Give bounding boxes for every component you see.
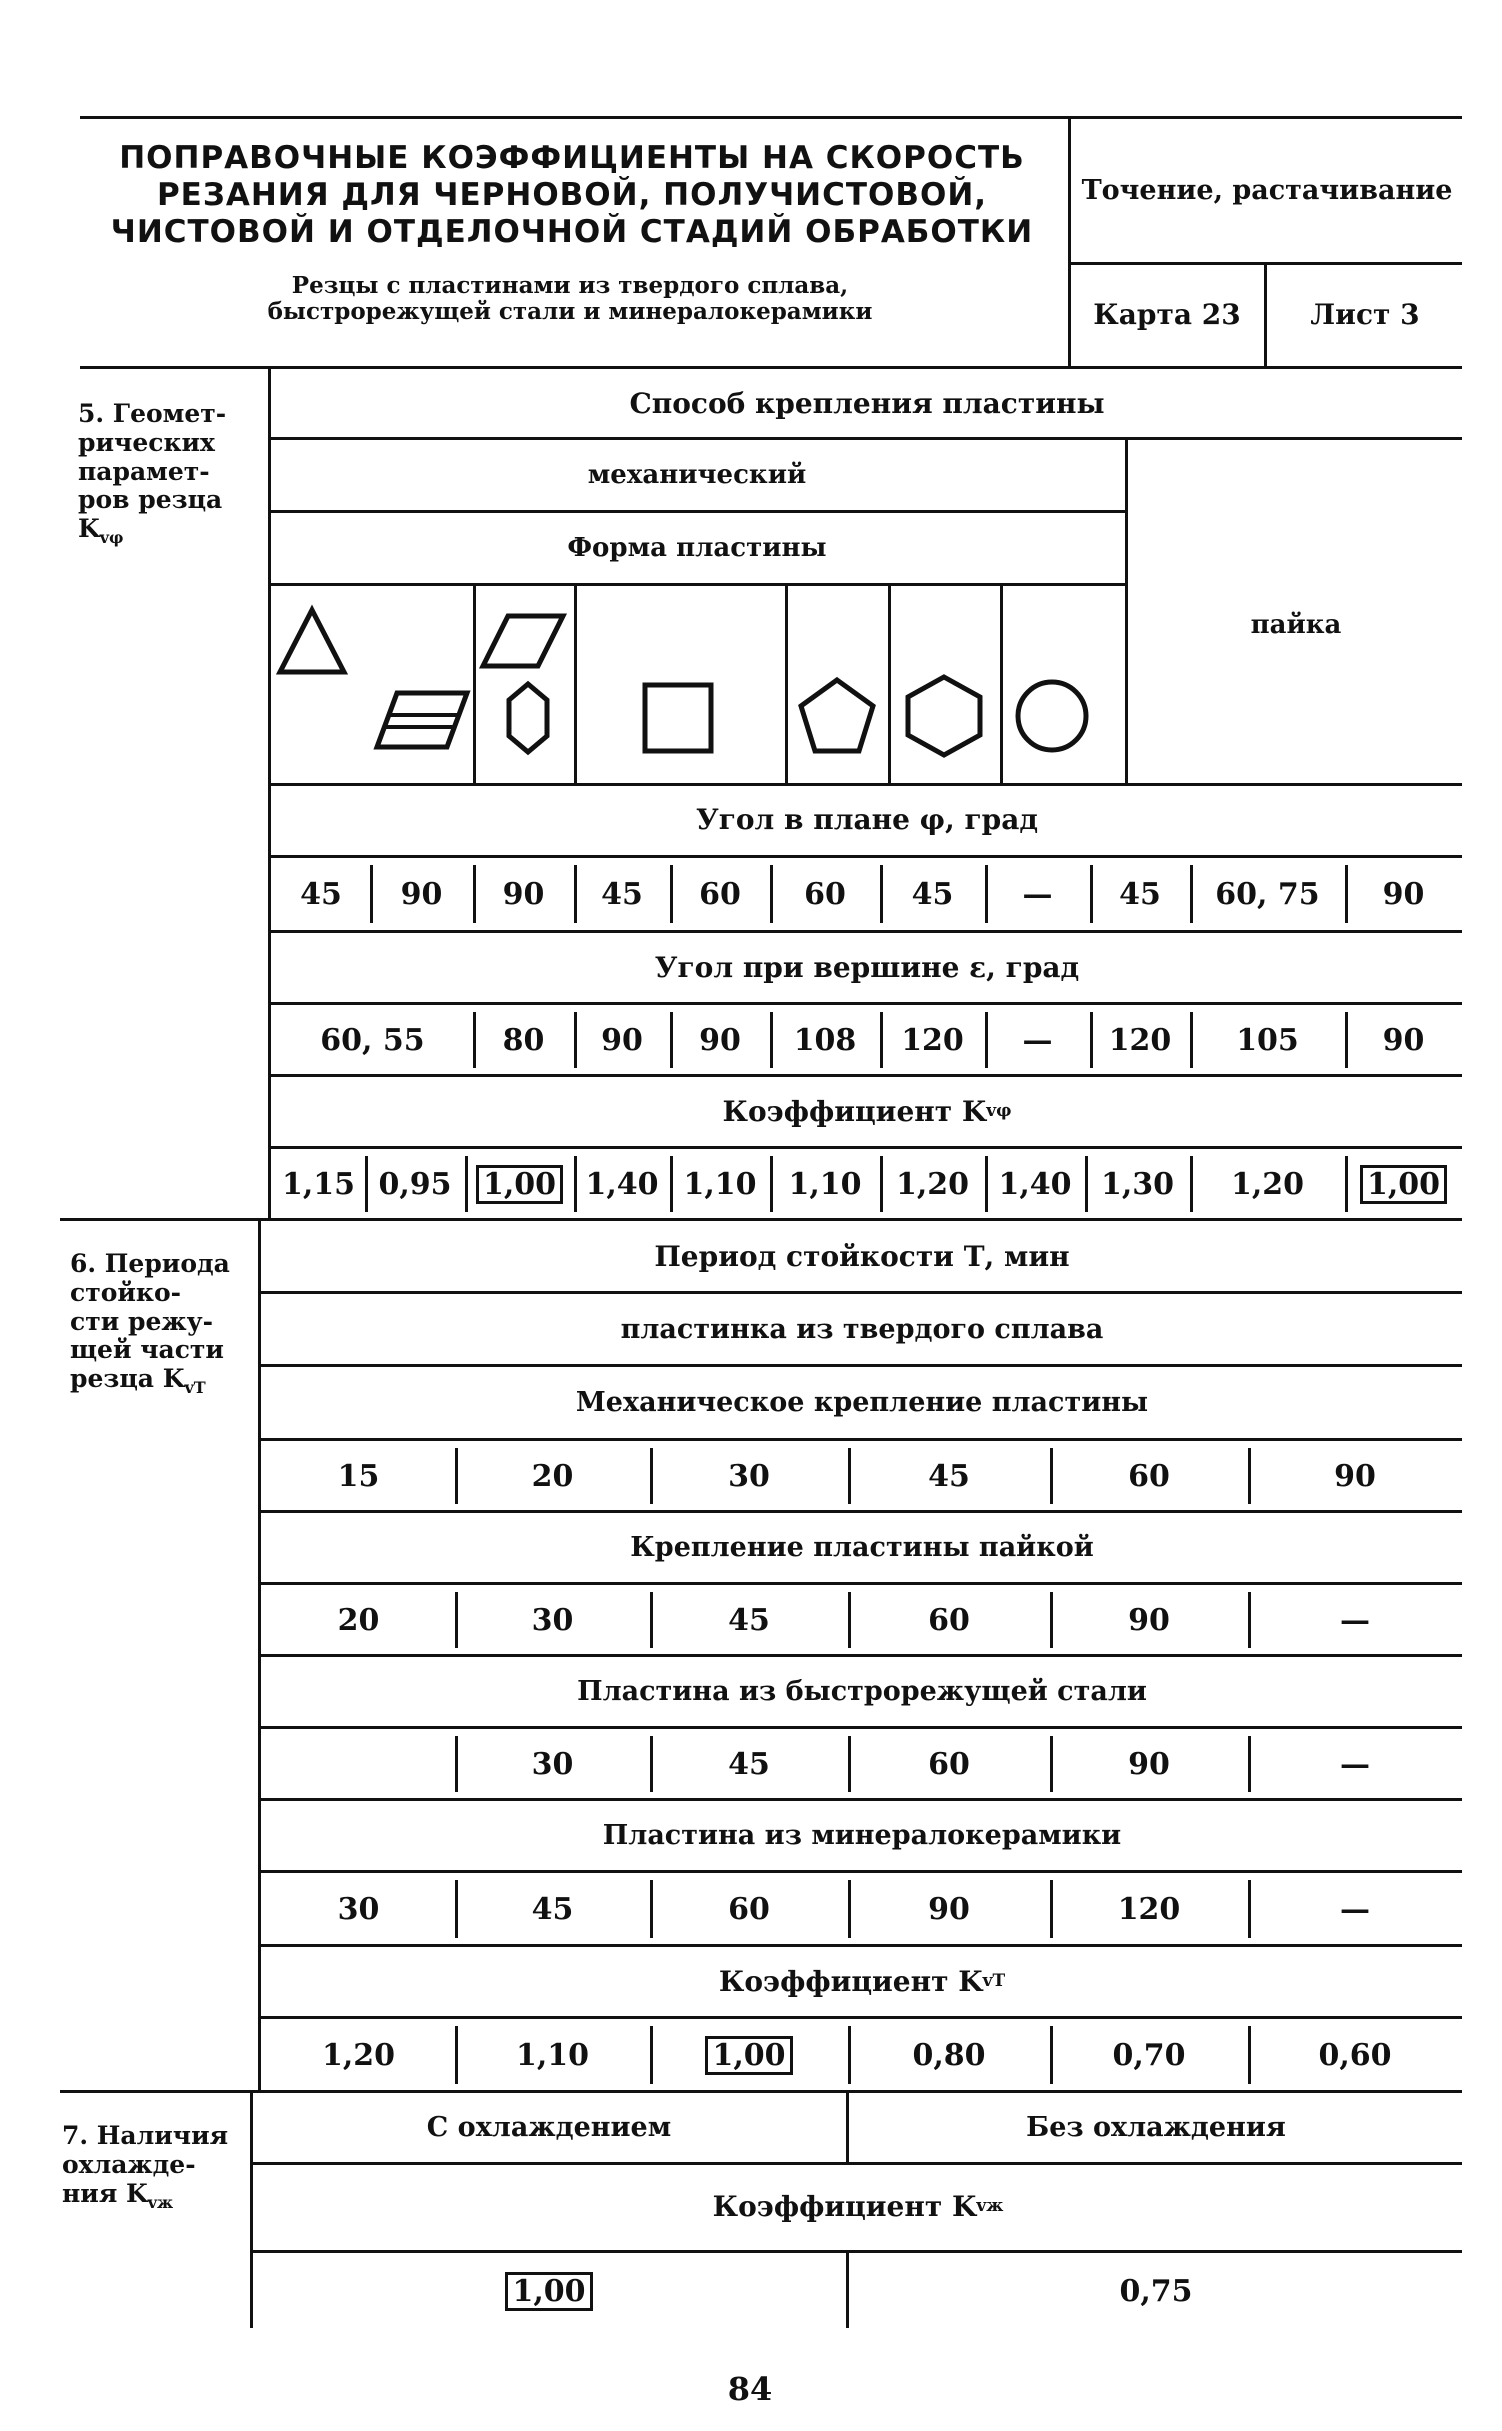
table-cell: [650, 1586, 848, 1654]
page-subtitle: [120, 273, 1020, 326]
table-cell: [1090, 1006, 1190, 1074]
cell-value: 45: [601, 876, 643, 912]
rule: [250, 2250, 1462, 2253]
table-cell: [272, 859, 370, 929]
cell-value: 90: [699, 1022, 741, 1058]
table-cell: [1345, 1150, 1462, 1218]
section5-label: [78, 400, 268, 547]
cell-divider: [1050, 2026, 1053, 2084]
section6-label-line: [70, 1365, 260, 1397]
plan-angle-header: Угол в плане φ, град: [695, 802, 1039, 836]
table-cell: [848, 1586, 1050, 1654]
table-cell: [262, 1874, 455, 1944]
table-cell: [1248, 1442, 1462, 1510]
table-cell: [1248, 1586, 1462, 1654]
table-cell: [848, 1730, 1050, 1798]
cooling-divider: [846, 2250, 849, 2328]
cell-value: 1,15: [281, 1166, 356, 1202]
cell-value: 90: [1128, 1746, 1170, 1782]
cell-divider: [880, 1156, 883, 1212]
cell-divider: [1345, 865, 1348, 923]
cell-value: 20: [531, 1458, 574, 1494]
table-cell: [670, 1006, 770, 1074]
shape-divider: [888, 583, 891, 783]
table-cell: [770, 859, 880, 929]
mech-fix-header: Механическое крепление пластины: [575, 1386, 1149, 1418]
cell-divider: [1190, 1156, 1193, 1212]
table-cell: [985, 1150, 1085, 1218]
shape-divider: [785, 583, 788, 783]
rule: [268, 437, 1462, 440]
cell-value: —: [1022, 1022, 1053, 1058]
table-cell: [650, 1874, 848, 1944]
coef-k-zh-sub: vж: [976, 2196, 1004, 2216]
hexagon-narrow-icon: [505, 680, 551, 756]
cell-value: 60: [699, 876, 741, 912]
coef-k-t-label: Коэффициент K: [718, 1964, 983, 1998]
cell-value: 0,80: [912, 2037, 986, 2073]
rule: [258, 1582, 1462, 1585]
cell-divider: [1190, 865, 1193, 923]
cell-divider: [1050, 1736, 1053, 1792]
without-cooling-header: Без охлаждения: [1026, 2111, 1286, 2143]
section7-label-line: охлажде-: [62, 2149, 196, 2179]
table-cell: [455, 1874, 650, 1944]
cell-value: 15: [337, 1458, 380, 1494]
table-cell: [770, 1006, 880, 1074]
parallelogram-icon: [372, 685, 472, 755]
cell-divider: [455, 1736, 458, 1792]
cell-value: 45: [531, 1891, 574, 1927]
table-cell: [1345, 1006, 1462, 1074]
cell-divider: [670, 865, 673, 923]
coef-k-t-header: [262, 1948, 1462, 2014]
rule: [250, 2162, 1462, 2165]
table-cell: [272, 1006, 473, 1074]
table-cell: [1090, 859, 1190, 929]
cell-divider: [650, 1880, 653, 1938]
section6-label-sub: vT: [184, 1378, 206, 1397]
rhombus-icon: [478, 610, 568, 672]
rule: [258, 1438, 1462, 1441]
page-number: 84: [727, 2370, 773, 2408]
table-cell: [455, 1730, 650, 1798]
coef-k-phi-sub: vφ: [986, 1101, 1012, 1121]
cell-value: 60: [928, 1602, 970, 1638]
coef-with-cooling: [254, 2258, 844, 2324]
cell-divider: [1345, 1012, 1348, 1068]
rule: [258, 1726, 1462, 1729]
sheet-number: Лист 3: [1310, 297, 1420, 331]
table-cell: [1190, 1150, 1345, 1218]
cell-divider: [848, 1448, 851, 1504]
cell-divider: [985, 1156, 988, 1212]
cell-value: 60: [804, 876, 846, 912]
cell-divider: [1248, 1448, 1251, 1504]
table-cell: [574, 1150, 670, 1218]
cell-divider: [770, 1156, 773, 1212]
table-cell: [1050, 1442, 1248, 1510]
cell-divider: [1085, 1156, 1088, 1212]
title-line-3: ЧИСТОВОЙ И ОТДЕЛОЧНОЙ СТАДИЙ ОБРАБОТКИ: [110, 214, 1034, 251]
rule: [268, 583, 1126, 586]
cell-value: —: [1340, 1746, 1370, 1782]
shape-divider: [473, 583, 476, 783]
cell-value: 30: [531, 1746, 574, 1782]
cell-divider: [770, 865, 773, 923]
table-cell: [272, 1150, 365, 1218]
cell-divider: [455, 1448, 458, 1504]
cell-value: 45: [728, 1602, 770, 1638]
cell-divider: [1190, 1012, 1193, 1068]
soldering-divider: [1125, 437, 1128, 783]
cell-value: 1,10: [515, 2037, 590, 2073]
section5-label-line: 5. Геомет-: [78, 399, 227, 428]
section5-label-line: рических: [78, 427, 215, 457]
cell-divider: [1090, 1012, 1093, 1068]
coef-k-t-sub: vT: [982, 1971, 1006, 1991]
section5-label-k: K: [78, 514, 100, 543]
cell-value: 45: [728, 1746, 770, 1782]
card-number: Карта 23: [1093, 297, 1241, 331]
rule: [258, 1870, 1462, 1873]
rule: [268, 855, 1462, 858]
cell-divider: [848, 1592, 851, 1648]
rule: [258, 1944, 1462, 1947]
coef-k-zh-label: Коэффициент K: [712, 2189, 977, 2223]
cell-divider: [1248, 1592, 1251, 1648]
cell-divider: [985, 865, 988, 923]
header-divider: [1068, 116, 1071, 369]
triangle-icon: [272, 600, 352, 680]
cell-value: 1,00: [1360, 1165, 1447, 1204]
cell-divider: [1248, 1736, 1251, 1792]
table-cell: [465, 1150, 574, 1218]
cell-divider: [1050, 1592, 1053, 1648]
cell-value: 90: [1382, 876, 1425, 912]
cell-value: —: [1022, 876, 1053, 912]
cell-value: 0,95: [378, 1166, 452, 1202]
cell-divider: [574, 1156, 577, 1212]
table-cell: [1050, 1874, 1248, 1944]
table-cell: [880, 1150, 985, 1218]
rule: [258, 1654, 1462, 1657]
cell-divider: [670, 1012, 673, 1068]
cell-value: 30: [337, 1891, 380, 1927]
header-top-rule: [80, 116, 1462, 119]
cell-value: 1,40: [998, 1166, 1072, 1202]
table-cell: [985, 1006, 1090, 1074]
cell-value: 0,60: [1318, 2037, 1392, 2073]
pentagon-icon: [795, 674, 879, 758]
table-cell: [455, 1586, 650, 1654]
rule: [258, 1364, 1462, 1367]
cell-value: 1,00: [705, 2036, 792, 2075]
cell-divider: [1345, 1156, 1348, 1212]
cell-value: 90: [1128, 1602, 1170, 1638]
period-header: Период стойкости Т, мин: [654, 1239, 1070, 1273]
coef-k-zh-header: [254, 2166, 1462, 2246]
ceramic-header: Пластина из минералокерамики: [602, 1819, 1122, 1851]
cell-divider: [455, 2026, 458, 2084]
table-cell: [650, 2020, 848, 2090]
cell-value: 1,40: [585, 1166, 659, 1202]
table-cell: [650, 1730, 848, 1798]
hard-alloy-header: пластинка из твердого сплава: [620, 1313, 1104, 1345]
cell-value: 60: [728, 1891, 770, 1927]
coef-k-phi-label: Коэффициент K: [722, 1094, 987, 1128]
table-cell: [670, 859, 770, 929]
table-cell: [1248, 1730, 1462, 1798]
title-line-2: РЕЗАНИЯ ДЛЯ ЧЕРНОВОЙ, ПОЛУЧИСТОВОЙ,: [156, 177, 988, 214]
cell-value: 45: [1119, 876, 1161, 912]
cell-value: 20: [337, 1602, 380, 1638]
section6-label-line: стойко-: [70, 1277, 182, 1307]
plate-shape-header: Форма пластины: [567, 533, 827, 563]
table-cell: [262, 1442, 455, 1510]
table-cell: [262, 1586, 455, 1654]
table-cell: [365, 1150, 465, 1218]
cell-divider: [650, 2026, 653, 2084]
cell-divider: [1050, 1880, 1053, 1938]
title-line-1: ПОПРАВОЧНЫЕ КОЭФФИЦИЕНТЫ НА СКОРОСТЬ: [119, 140, 1025, 176]
cell-divider: [985, 1012, 988, 1068]
cell-value: —: [1340, 1891, 1370, 1927]
cell-divider: [1090, 865, 1093, 923]
section6-label-k: резца K: [70, 1364, 185, 1393]
cell-value: 120: [1108, 1022, 1172, 1058]
section5-end-rule: [60, 1218, 1462, 1221]
section6-label-line: сти режу-: [70, 1306, 213, 1336]
cell-value: 108: [793, 1022, 857, 1058]
cell-value: 1,20: [1230, 1166, 1305, 1202]
section5-label-sub: vφ: [99, 528, 124, 547]
cell-value: 60, 75: [1215, 876, 1320, 912]
table-cell: [574, 859, 670, 929]
cell-divider: [848, 2026, 851, 2084]
table-cell: [1345, 859, 1462, 929]
cell-divider: [1248, 2026, 1251, 2084]
soldering-header: пайка: [1250, 610, 1342, 640]
cell-value: 90: [400, 876, 443, 912]
cell-value: 120: [901, 1022, 964, 1058]
coef-without-cooling: 0,75: [1119, 2273, 1193, 2309]
section7-label-line: [62, 2180, 252, 2212]
cell-value: 80: [502, 1022, 545, 1058]
rule: [268, 930, 1462, 933]
hss-header: Пластина из быстрорежущей стали: [577, 1675, 1147, 1707]
header-bottom-rule: [80, 366, 1462, 369]
cell-value: 90: [502, 876, 545, 912]
section6-label: [70, 1250, 260, 1397]
boxed-value: 1,00: [505, 2272, 592, 2311]
section6-label-line: 6. Периода: [70, 1249, 230, 1278]
table-cell: [848, 2020, 1050, 2090]
rule: [268, 1146, 1462, 1149]
cell-value: 0,70: [1112, 2037, 1186, 2073]
table-cell: [880, 859, 985, 929]
cell-value: 90: [1334, 1458, 1376, 1494]
table-cell: [1050, 2020, 1248, 2090]
solder-fix-header: Крепление пластины пайкой: [630, 1531, 1094, 1563]
mechanical-header: механический: [587, 460, 807, 490]
table-cell: [455, 1442, 650, 1510]
shape-divider: [1000, 583, 1003, 783]
cell-divider: [650, 1736, 653, 1792]
table-cell: [650, 1442, 848, 1510]
table-cell: [848, 1442, 1050, 1510]
cell-value: 60, 55: [320, 1022, 425, 1058]
cell-divider: [1050, 1448, 1053, 1504]
cell-value: 45: [911, 876, 954, 912]
cell-value: 30: [728, 1458, 770, 1494]
square-icon: [640, 680, 716, 756]
cell-value: 1,20: [895, 1166, 970, 1202]
table-cell: [262, 1730, 455, 1798]
table-cell: [455, 2020, 650, 2090]
cell-value: 1,20: [321, 2037, 396, 2073]
cell-divider: [574, 1012, 577, 1068]
tip-angle-header: Угол при вершине ε, град: [654, 950, 1080, 984]
table-cell: [473, 1006, 574, 1074]
section5-label-line: парамет-: [78, 456, 210, 486]
cell-divider: [1248, 1880, 1251, 1938]
cell-value: 1,00: [476, 1165, 563, 1204]
table-cell: [670, 1150, 770, 1218]
cell-value: 90: [601, 1022, 643, 1058]
table-cell: [1050, 1730, 1248, 1798]
cell-divider: [473, 865, 476, 923]
section7-label-k: ния K: [62, 2178, 148, 2208]
header-card-divider: [1264, 262, 1267, 369]
cell-value: 90: [1382, 1022, 1425, 1058]
table-cell: [574, 1006, 670, 1074]
operation-label: Точение, растачивание: [1081, 174, 1453, 206]
rule: [268, 510, 1126, 513]
table-cell: [1085, 1150, 1190, 1218]
table-cell: [1190, 1006, 1345, 1074]
table-cell: [1050, 1586, 1248, 1654]
cell-value: 30: [531, 1602, 574, 1638]
cell-value: 45: [928, 1458, 970, 1494]
cell-divider: [848, 1880, 851, 1938]
fixing-method-header: Способ крепления пластины: [629, 386, 1105, 420]
cell-value: —: [1340, 1602, 1370, 1638]
section5-left-rule: [268, 366, 271, 1218]
section7-left-rule: [250, 2090, 253, 2328]
section7-label: [62, 2122, 252, 2212]
table-cell: [473, 859, 574, 929]
cell-divider: [848, 1736, 851, 1792]
table-cell: [770, 1150, 880, 1218]
cell-value: 90: [928, 1891, 970, 1927]
cooling-divider: [846, 2090, 849, 2162]
subtitle-line-2: быстрорежущей стали и минералокерамики: [267, 298, 873, 326]
section7-label-line: 7. Наличия: [62, 2121, 229, 2150]
table-cell: [985, 859, 1090, 929]
section6-end-rule: [60, 2090, 1462, 2093]
table-cell: [370, 859, 473, 929]
rule: [258, 1291, 1462, 1294]
cell-value: 1,30: [1100, 1166, 1175, 1202]
cell-divider: [465, 1156, 468, 1212]
cell-value: 1,10: [788, 1166, 862, 1202]
cell-divider: [670, 1156, 673, 1212]
section7-label-sub: vж: [147, 2192, 174, 2212]
rule: [258, 2016, 1462, 2019]
hexagon-icon: [900, 672, 988, 760]
cell-divider: [880, 865, 883, 923]
shape-divider: [574, 583, 577, 783]
cell-divider: [574, 865, 577, 923]
with-cooling-header: С охлаждением: [426, 2111, 672, 2143]
cell-divider: [455, 1592, 458, 1648]
table-cell: [1190, 859, 1345, 929]
section6-label-line: щей части: [70, 1335, 224, 1365]
rule: [268, 783, 1462, 786]
cell-divider: [370, 865, 373, 923]
rule: [258, 1510, 1462, 1513]
cell-value: 60: [1128, 1458, 1170, 1494]
rule: [268, 1074, 1462, 1077]
rule: [258, 1798, 1462, 1801]
table-cell: [262, 2020, 455, 2090]
rule: [268, 1002, 1462, 1005]
cell-value: 1,10: [683, 1166, 757, 1202]
table-cell: [880, 1006, 985, 1074]
section5-label-line: [78, 515, 268, 547]
cell-divider: [455, 1880, 458, 1938]
subtitle-line-1: Резцы с пластинами из твердого сплава,: [291, 272, 849, 299]
cell-value: 45: [300, 876, 342, 912]
cell-divider: [365, 1156, 368, 1212]
section5-label-line: ров резца: [78, 485, 223, 515]
cell-value: 120: [1117, 1891, 1181, 1927]
cell-value: 105: [1236, 1022, 1299, 1058]
cell-divider: [650, 1592, 653, 1648]
table-cell: [1248, 1874, 1462, 1944]
cell-divider: [473, 1012, 476, 1068]
coef-k-phi-header: [272, 1078, 1462, 1144]
cell-divider: [880, 1012, 883, 1068]
circle-icon: [1012, 676, 1092, 756]
table-cell: [848, 1874, 1050, 1944]
cell-divider: [650, 1448, 653, 1504]
table-cell: [1248, 2020, 1462, 2090]
page-title: [82, 140, 1062, 252]
cell-value: 60: [928, 1746, 970, 1782]
cell-divider: [770, 1012, 773, 1068]
